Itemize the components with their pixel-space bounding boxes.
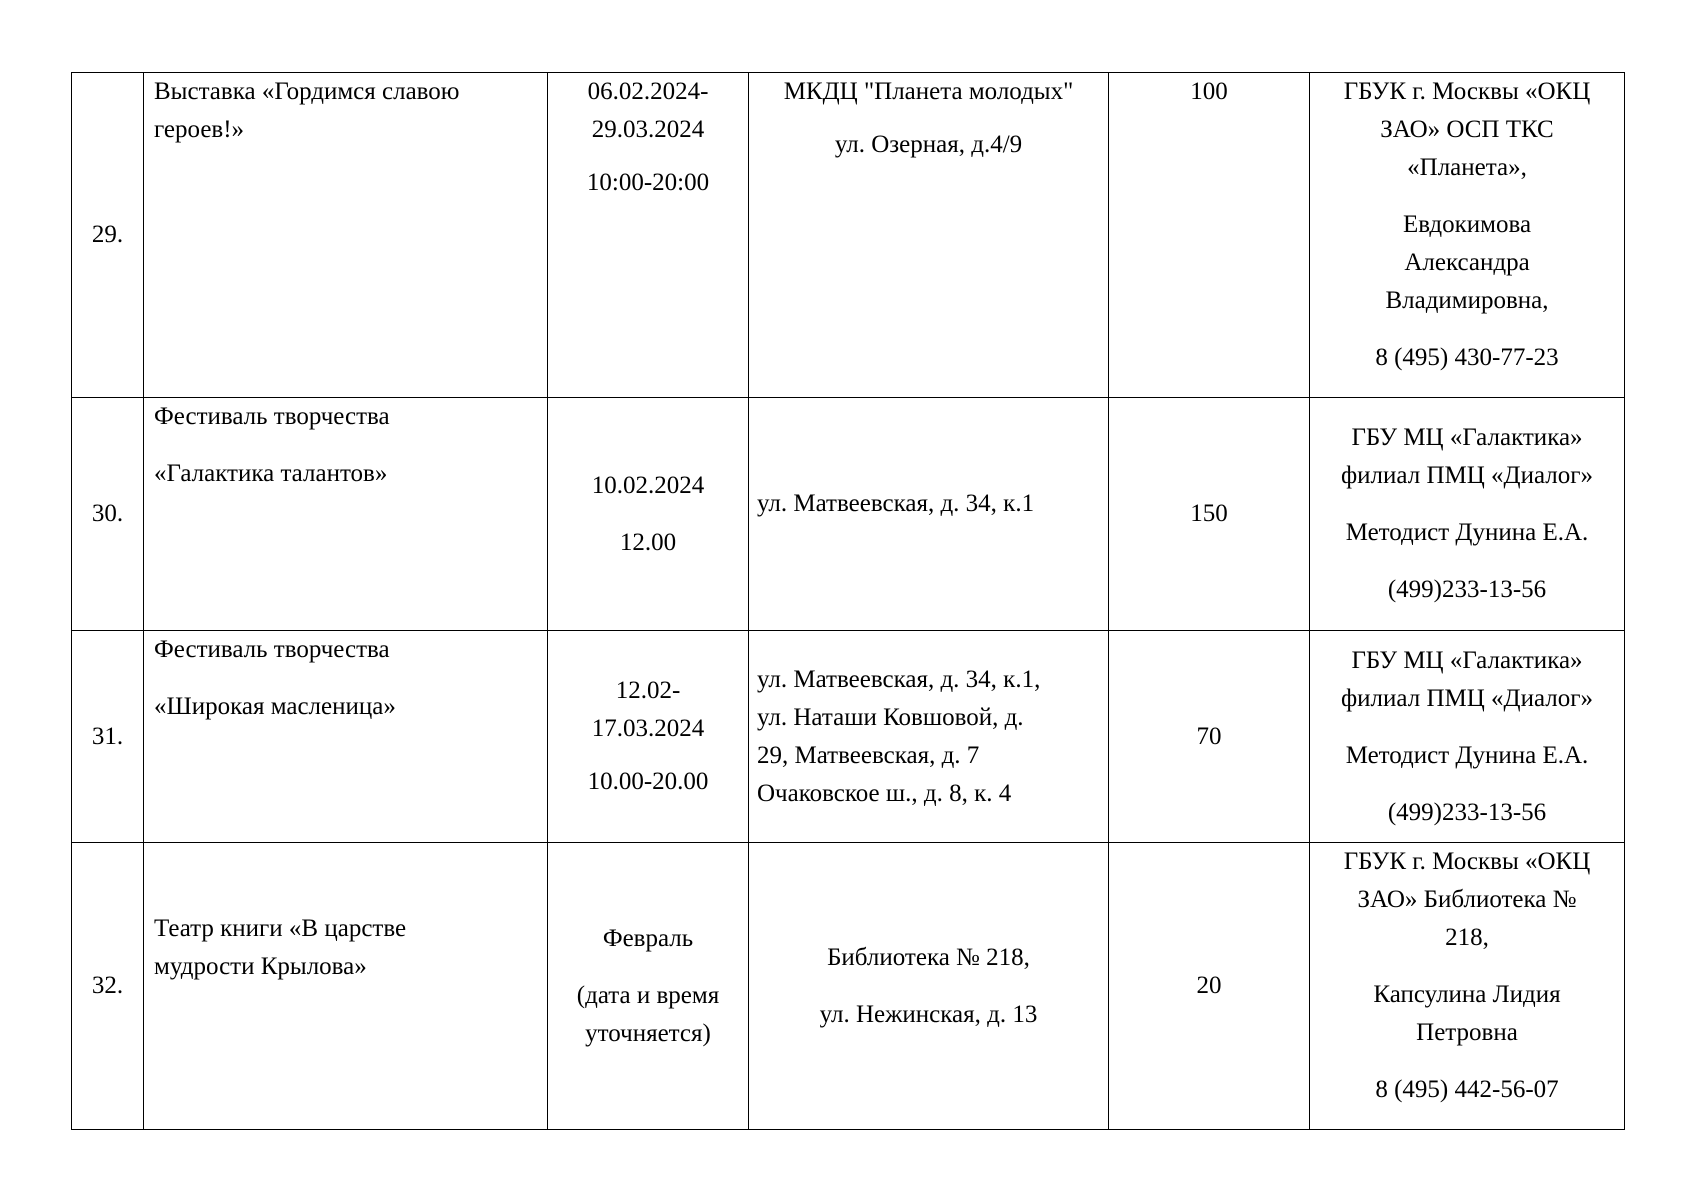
- organizer-cell: [1310, 73, 1625, 398]
- participants-count: 150: [1109, 398, 1310, 631]
- contact-person: Методист Дунина Е.А.: [1345, 519, 1589, 546]
- contact-person: Евдокимова: [1402, 211, 1532, 238]
- event-date: 10.02.2024: [591, 471, 705, 499]
- row-number: 29.: [72, 73, 144, 398]
- organizer-line: филиал ПМЦ «Диалог»: [1340, 684, 1594, 712]
- participants-count: 20: [1109, 843, 1310, 1130]
- event-title-line: Выставка «Гордимся славою: [154, 78, 460, 105]
- contact-person: Владимировна,: [1385, 287, 1549, 314]
- organizer-line: ГБУ МЦ «Галактика»: [1351, 424, 1583, 451]
- event-place-cell: [749, 631, 1109, 843]
- participants-count: 100: [1109, 73, 1310, 398]
- events-table: [71, 72, 1625, 1130]
- place-address: ул. Матвеевская, д. 34, к.1: [757, 490, 1035, 517]
- event-title-line: Фестиваль творчества: [154, 403, 390, 430]
- event-place-cell: [749, 398, 1109, 631]
- event-place-cell: [749, 843, 1109, 1130]
- place-address: Очаковское ш., д. 8, к. 4: [757, 779, 1012, 807]
- organizer-line: ГБУ МЦ «Галактика»: [1351, 646, 1583, 674]
- organizer-cell: [1310, 843, 1625, 1130]
- place-address: ул. Нежинская, д. 13: [819, 1000, 1038, 1028]
- event-title-cell: [144, 73, 548, 398]
- contact-person: Капсулина Лидия: [1373, 981, 1561, 1008]
- event-time: 10:00-20:00: [586, 169, 710, 196]
- event-title-cell: [144, 631, 548, 843]
- event-title-line: мудрости Крылова»: [154, 953, 367, 980]
- table-row: [72, 73, 1625, 398]
- place-name: Библиотека № 218,: [827, 943, 1030, 971]
- event-title-cell: [144, 398, 548, 631]
- contact-person: Александра: [1404, 249, 1530, 276]
- table-row: [72, 398, 1625, 631]
- organizer-line: ЗАО» Библиотека №: [1357, 886, 1577, 913]
- contact-phone: (499)233-13-56: [1387, 576, 1547, 603]
- contact-person: Петровна: [1416, 1019, 1518, 1046]
- event-date: Февраль: [602, 924, 694, 952]
- event-date: 29.03.2024: [591, 116, 705, 143]
- event-date-cell: [548, 843, 749, 1130]
- organizer-cell: [1310, 398, 1625, 631]
- organizer-line: ГБУК г. Москвы «ОКЦ: [1343, 848, 1591, 875]
- place-address: 29, Матвеевская, д. 7: [757, 741, 980, 769]
- organizer-line: 218,: [1445, 924, 1489, 951]
- event-title-line: Театр книги «В царстве: [154, 915, 407, 942]
- event-date: 12.02-: [615, 677, 681, 704]
- event-time: уточняется): [585, 1019, 711, 1047]
- event-title-line: «Широкая масленица»: [154, 693, 396, 720]
- row-number: 31.: [72, 631, 144, 843]
- contact-phone: (499)233-13-56: [1387, 798, 1547, 826]
- event-date-cell: [548, 398, 749, 631]
- event-title-cell: [144, 843, 548, 1130]
- event-time: 10.00-20.00: [587, 768, 709, 795]
- table-row: [72, 843, 1625, 1130]
- place-address: ул. Наташи Ковшовой, д.: [757, 703, 1024, 731]
- table-row: [72, 631, 1625, 843]
- place-address: ул. Матвеевская, д. 34, к.1,: [757, 665, 1041, 693]
- organizer-cell: [1310, 631, 1625, 843]
- place-address: ул. Озерная, д.4/9: [834, 131, 1023, 158]
- organizer-line: «Планета»,: [1407, 154, 1527, 181]
- row-number: 32.: [72, 843, 144, 1130]
- event-time: 12.00: [619, 528, 677, 556]
- event-place-cell: [749, 73, 1109, 398]
- contact-phone: 8 (495) 430-77-23: [1375, 344, 1559, 371]
- event-date-cell: [548, 73, 749, 398]
- event-date: 17.03.2024: [591, 715, 705, 742]
- event-title-line: героев!»: [154, 116, 245, 143]
- organizer-line: ЗАО» ОСП ТКС: [1380, 116, 1554, 143]
- event-time: (дата и время: [576, 981, 720, 1009]
- organizer-line: филиал ПМЦ «Диалог»: [1340, 462, 1594, 489]
- contact-person: Методист Дунина Е.А.: [1345, 741, 1589, 769]
- row-number: 30.: [72, 398, 144, 631]
- organizer-line: ГБУК г. Москвы «ОКЦ: [1343, 78, 1591, 105]
- place-name: МКДЦ "Планета молодых": [783, 78, 1074, 105]
- contact-phone: 8 (495) 442-56-07: [1375, 1076, 1559, 1103]
- participants-count: 70: [1109, 631, 1310, 843]
- event-title-line: «Галактика талантов»: [154, 460, 388, 487]
- event-date: 06.02.2024-: [587, 78, 709, 105]
- event-title-line: Фестиваль творчества: [154, 636, 390, 663]
- event-date-cell: [548, 631, 749, 843]
